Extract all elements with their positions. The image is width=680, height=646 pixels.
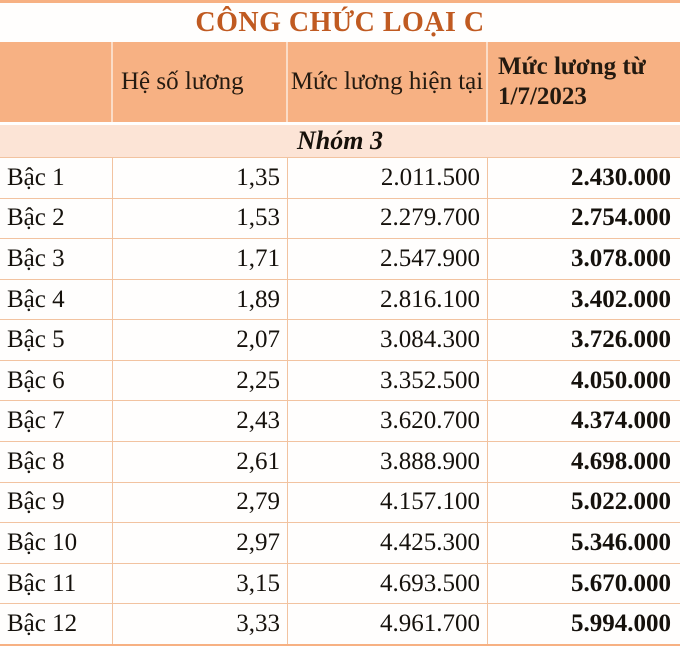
row-new-salary: 3.078.000	[571, 244, 671, 272]
row-current-salary: 2.279.700	[288, 199, 488, 239]
row-label: Bậc 10	[0, 523, 113, 563]
page-title: CÔNG CHỨC LOẠI C	[195, 6, 485, 38]
row-coefficient: 2,25	[113, 361, 288, 401]
row-new-salary: 2.754.000	[571, 204, 671, 232]
table-row	[0, 483, 680, 524]
row-new-salary: 5.994.000	[571, 610, 671, 638]
row-current-salary: 3.620.700	[288, 401, 488, 441]
row-new-salary: 4.698.000	[571, 447, 671, 475]
row-coefficient: 1,89	[113, 280, 288, 320]
table-row	[0, 280, 680, 321]
row-label: Bậc 4	[0, 280, 113, 320]
row-label: Bậc 3	[0, 239, 113, 279]
row-label: Bậc 9	[0, 483, 113, 523]
header-cell-he-so-luong: Hệ số lương	[113, 42, 288, 122]
row-new-salary: 4.374.000	[571, 407, 671, 435]
table-row	[0, 442, 680, 483]
group-header-label: Nhóm 3	[297, 126, 383, 155]
row-label: Bậc 6	[0, 361, 113, 401]
row-coefficient: 2,61	[113, 442, 288, 482]
row-coefficient: 1,53	[113, 199, 288, 239]
row-new-salary: 4.050.000	[571, 366, 671, 394]
row-label: Bậc 1	[0, 158, 113, 198]
row-coefficient: 3,15	[113, 564, 288, 604]
row-current-salary: 2.816.100	[288, 280, 488, 320]
row-current-salary: 2.011.500	[288, 158, 488, 198]
table-row	[0, 523, 680, 564]
table-row	[0, 158, 680, 199]
row-new-salary: 3.402.000	[571, 285, 671, 313]
table-body	[0, 158, 680, 644]
row-label: Bậc 12	[0, 604, 113, 644]
table-row	[0, 401, 680, 442]
table-row	[0, 361, 680, 402]
row-label: Bậc 8	[0, 442, 113, 482]
row-new-salary: 3.726.000	[571, 326, 671, 354]
group-header-row	[0, 122, 680, 158]
row-current-salary: 3.084.300	[288, 320, 488, 360]
row-new-salary: 2.430.000	[571, 163, 671, 191]
row-new-salary: 5.022.000	[571, 488, 671, 516]
row-label: Bậc 7	[0, 401, 113, 441]
row-coefficient: 1,71	[113, 239, 288, 279]
row-current-salary: 4.693.500	[288, 564, 488, 604]
row-current-salary: 4.961.700	[288, 604, 488, 644]
table-row	[0, 239, 680, 280]
table-header-row	[0, 42, 680, 122]
header-cell-empty	[0, 42, 113, 122]
table-row	[0, 320, 680, 361]
row-label: Bậc 5	[0, 320, 113, 360]
row-current-salary: 4.157.100	[288, 483, 488, 523]
row-new-salary: 5.670.000	[571, 569, 671, 597]
row-current-salary: 2.547.900	[288, 239, 488, 279]
row-coefficient: 2,79	[113, 483, 288, 523]
row-coefficient: 2,97	[113, 523, 288, 563]
title-bar	[0, 3, 680, 42]
table-row	[0, 604, 680, 644]
row-current-salary: 3.352.500	[288, 361, 488, 401]
row-label: Bậc 11	[0, 564, 113, 604]
table-row	[0, 199, 680, 240]
row-coefficient: 2,43	[113, 401, 288, 441]
row-label: Bậc 2	[0, 199, 113, 239]
row-coefficient: 2,07	[113, 320, 288, 360]
row-coefficient: 1,35	[113, 158, 288, 198]
table-row	[0, 564, 680, 605]
row-coefficient: 3,33	[113, 604, 288, 644]
header-cell-muc-luong-hien-tai: Mức lương hiện tại	[288, 42, 488, 122]
header-cell-muc-luong-2023: Mức lương từ 1/7/2023	[498, 52, 646, 110]
row-current-salary: 3.888.900	[288, 442, 488, 482]
row-new-salary: 5.346.000	[571, 528, 671, 556]
row-current-salary: 4.425.300	[288, 523, 488, 563]
